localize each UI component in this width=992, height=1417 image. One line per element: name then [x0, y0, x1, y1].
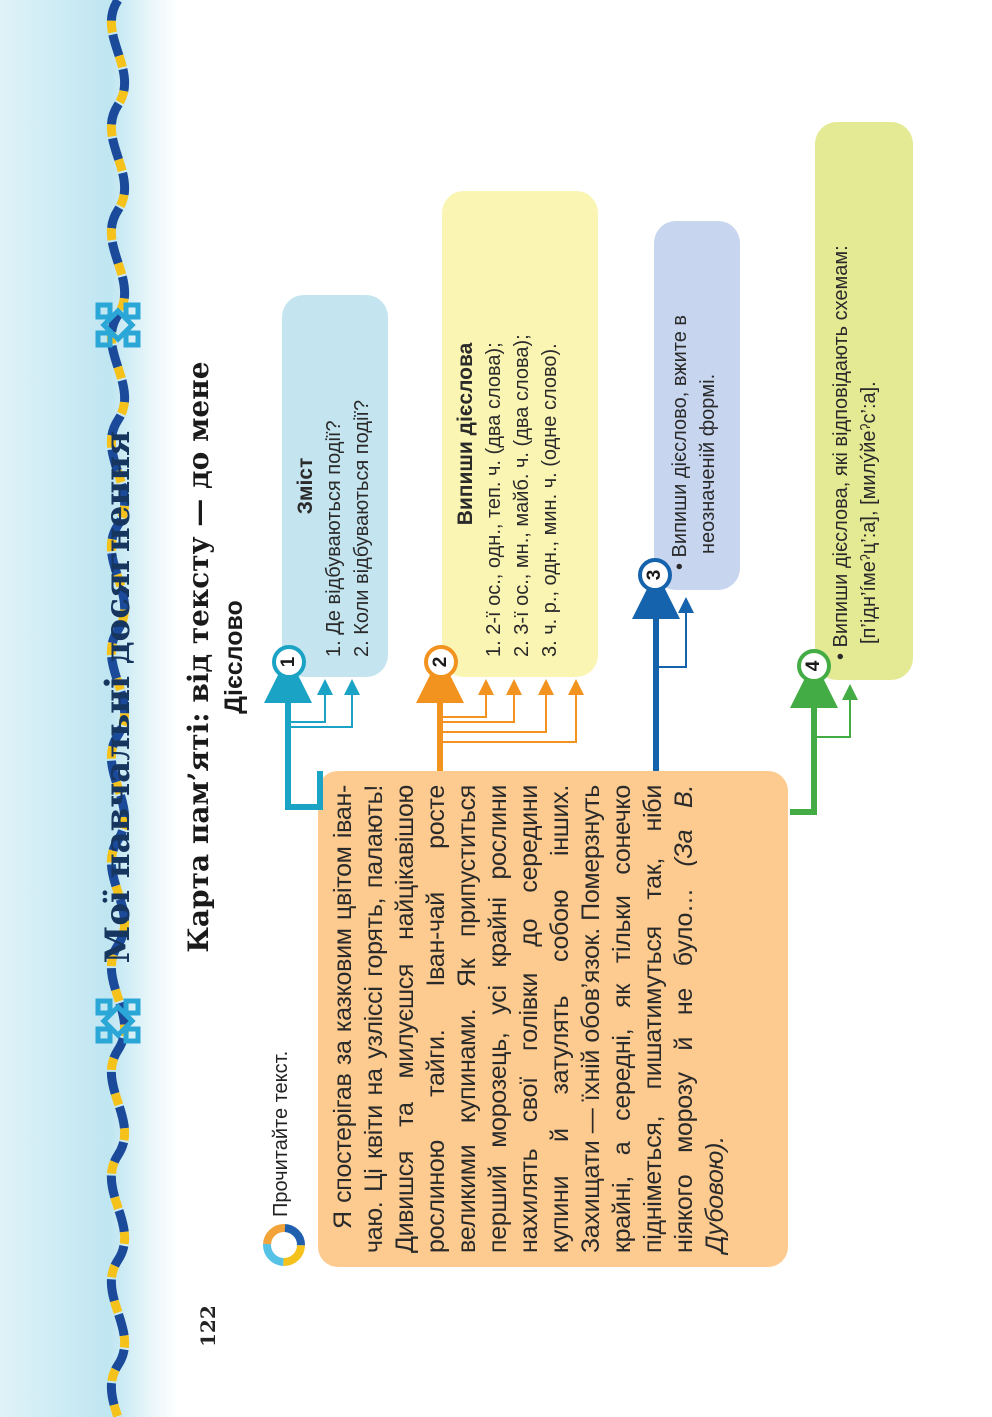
box-line: [п’ідн’íмеˀц’:а], [милýйеˀс’:а].	[858, 381, 880, 644]
box-heading: Випиши дієслова	[454, 342, 477, 526]
box-line: неозначеній формі.	[697, 373, 719, 554]
step-number-badge: 3	[638, 558, 672, 592]
section-title: Мої навчальні досягнення	[98, 430, 138, 964]
connector-2	[440, 679, 576, 771]
map-title: Карта пам’яті: від тексту — до мене	[182, 361, 215, 953]
connector-3	[656, 595, 686, 771]
step-number-badge: 2	[424, 645, 458, 679]
box-line: • Випиши дієслова, які відповідають схемам:	[830, 245, 852, 660]
box-line: 2. Коли відбуваються події?	[351, 399, 373, 657]
box-line: 3. ч. р., одн., мин. ч. (одне слово).	[539, 343, 561, 657]
reading-text-source: (За В. Дубовою).	[670, 785, 729, 1253]
box-heading: Зміст	[294, 457, 317, 515]
instruction-text: Прочитайте текст.	[270, 1050, 292, 1217]
box-line: 1. 2-ї ос., одн., теп. ч. (два слова);	[483, 342, 505, 657]
memory-box-content	[282, 295, 388, 677]
step-number-badge: 4	[797, 649, 831, 683]
box-line: 1. Де відбуваються події?	[323, 420, 345, 657]
connector-1	[288, 679, 352, 807]
memory-box-schemes	[815, 122, 913, 680]
box-line: • Випиши дієслово, вжите в	[669, 314, 691, 570]
connector-4	[790, 684, 850, 812]
step-number-badge: 1	[272, 645, 306, 679]
memory-box-infinitive	[654, 221, 740, 590]
box-line: 2. 3-ї ос., мн., майб. ч. (два слова);	[511, 334, 533, 657]
reading-text-body: Я спостерігав за казковим цвітом іван-чаю. Ці квіти на узліссі горять, палають! Дивишся та милуєшся найцікавішою рослиною тайги. Іван-чай росте великими купинами. Як припуститься перший морозець, усі крайні рослини нахилять свої голівки до середини купини й затулять собою інших. Захищати — їхній обов’язок. Померзнуть крайні, а середні, як тільки сонечко підніметься, пишатимуться так, ніби ніякого морозу й не було…	[329, 785, 698, 1253]
map-subtitle: Дієслово	[220, 600, 248, 714]
memory-box-verbs	[442, 191, 598, 677]
page-number: 122	[196, 1305, 220, 1347]
